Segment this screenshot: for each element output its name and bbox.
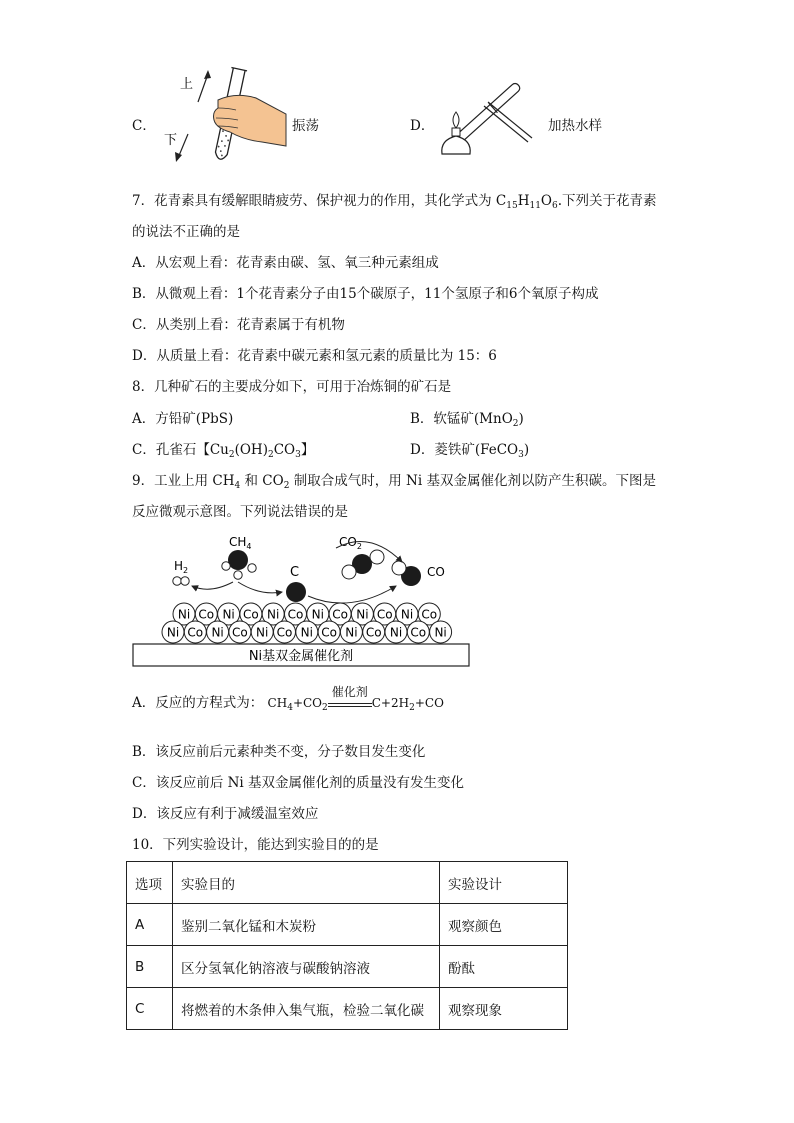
table-header-row	[127, 862, 568, 904]
q8-option-b: B．软锰矿(MnO$_2$)	[410, 411, 524, 429]
q9-option-b: B．该反应前后元素种类不变，分子数目发生变化	[132, 744, 426, 760]
anthocyanin-formula: $C_{15}H_{11}O_6$	[495, 193, 558, 211]
co-atom-label: Co	[276, 625, 293, 640]
header-purpose: 实验目的	[173, 862, 440, 904]
q6-option-c-letter: C．	[132, 118, 156, 134]
q9-option-a: A．反应的方程式为： $CH_4+CO_2$ 催化剂 $C+2H_2+CO$	[132, 684, 444, 713]
co2-oxygen-atom	[342, 565, 356, 579]
co-atom-label: Co	[232, 625, 248, 640]
h2-molecule-atom	[173, 577, 181, 585]
co-atom-label: Co	[187, 625, 204, 640]
table-cell: 将燃着的木条伸入集气瓶，检验二氧化碳	[173, 988, 440, 1030]
arrow-down-label: 下	[164, 133, 178, 148]
co-atom-label: Co	[198, 607, 215, 622]
h2-label: $H_2$	[174, 559, 189, 575]
co-atom-label: Co	[365, 625, 382, 640]
q8-option-a: A．方铅矿(PbS)	[132, 411, 234, 427]
co-atom-label: Co	[243, 607, 259, 622]
reaction-micro-diagram	[130, 526, 472, 670]
table-row	[127, 988, 568, 1030]
test-tube-holder-icon	[484, 106, 528, 142]
arrow-to-co	[308, 586, 396, 603]
ni-atom-label: Ni	[267, 607, 280, 622]
shaking-caption: 振荡	[292, 118, 319, 134]
table-row	[127, 946, 568, 988]
ni-atom-label: Ni	[434, 625, 447, 640]
co-atom-label: Co	[410, 625, 427, 640]
q7-option-b: B．从微观上看：1个花青素分子由15个碳原子，11个氢原子和6个氧原子构成	[132, 286, 599, 302]
table-cell: C	[127, 988, 173, 1030]
ch4-hydrogen-atom	[234, 571, 242, 579]
table-cell: 酚酞	[440, 946, 568, 988]
q7-option-a: A．从宏观上看：花青素由碳、氢、氧三种元素组成	[132, 255, 439, 271]
ni-atom-label: Ni	[222, 607, 235, 622]
q9-stem-line1: 9．工业上用 $CH_4$ 和 $CO_2$ 制取合成气时，用 Ni 基双金属催化剂以防产生积碳。下图是	[132, 473, 656, 491]
co-atom-label: Co	[287, 607, 304, 622]
heating-caption: 加热水样	[548, 118, 602, 134]
table-cell: 观察颜色	[440, 904, 568, 946]
arrow-up-label: 上	[180, 77, 194, 92]
header-option: 选项	[127, 862, 173, 904]
q9-option-c: C．该反应前后 Ni 基双金属催化剂的质量没有发生变化	[132, 775, 465, 791]
table-cell: A	[127, 904, 173, 946]
h2-molecule-atom	[181, 577, 189, 585]
ni-atom-label: Ni	[256, 625, 269, 640]
ni-atom-label: Ni	[166, 625, 180, 640]
q8-stem: 8．几种矿石的主要成分如下，可用于冶炼铜的矿石是	[132, 379, 452, 395]
co-label: CO	[427, 565, 445, 579]
catalyst-label: Ni基双金属催化剂	[248, 649, 354, 664]
ni-atom-label: Ni	[311, 607, 324, 622]
q7-option-c: C．从类别上看：花青素属于有机物	[132, 317, 345, 333]
header-design: 实验设计	[440, 862, 568, 904]
table-cell: B	[127, 946, 173, 988]
co2-oxygen-atom	[370, 550, 384, 564]
q7-option-d: D．从质量上看：花青素中碳元素和氢元素的质量比为 15：6	[132, 348, 497, 364]
q7-stem-line1: 7．花青素具有缓解眼睛疲劳、保护视力的作用，其化学式为 $C_{15}H_{11}O_6$.下列关于花青素	[132, 193, 657, 211]
ch4-hydrogen-atom	[248, 564, 256, 572]
catalyst-condition: 催化剂	[328, 701, 372, 707]
co-atom-label: Co	[332, 607, 348, 622]
co-atom-label: Co	[421, 607, 438, 622]
q7-stem-line2: 的说法不正确的是	[132, 224, 240, 240]
table-cell: 区分氢氧化钠溶液与碳酸钠溶液	[173, 946, 440, 988]
table-row	[127, 904, 568, 946]
carbon-atom	[286, 582, 306, 602]
ch4-carbon-atom	[228, 550, 248, 570]
table-cell: 鉴别二氧化锰和木炭粉	[173, 904, 440, 946]
ni-atom-label: Ni	[300, 625, 313, 640]
table-cell: 观察现象	[440, 988, 568, 1030]
c-label: C	[290, 565, 300, 580]
q10-stem: 10．下列实验设计，能达到实验目的的是	[132, 837, 379, 853]
ni-atom-label: Ni	[400, 607, 414, 622]
shaking-test-tube-figure	[158, 62, 298, 174]
q9-stem-line2: 反应微观示意图。下列说法错误的是	[132, 504, 348, 520]
co-atom-label: Co	[376, 607, 393, 622]
ch4-label: $CH_4$	[229, 535, 252, 551]
reaction-equation: $CH_4+CO_2$ 催化剂 $C+2H_2+CO$	[267, 684, 444, 713]
co2-label: $CO_2$	[339, 535, 362, 551]
ni-atom-label: Ni	[345, 625, 358, 640]
ni-atom-label: Ni	[389, 625, 403, 640]
q9-option-d: D．该反应有利于减缓温室效应	[132, 806, 319, 822]
ni-atom-label: Ni	[211, 625, 224, 640]
q8-option-d: D．菱铁矿(FeCO$_3$)	[410, 442, 530, 460]
arrow-to-carbon	[238, 582, 282, 593]
ni-atom-label: Ni	[356, 607, 369, 622]
q8-option-c: C．孔雀石【$Cu_2(OH)_2CO_3$】	[132, 442, 315, 460]
q6-option-d-letter: D．	[410, 118, 435, 134]
ch4-hydrogen-atom	[222, 562, 230, 570]
co-oxygen-atom	[392, 561, 406, 575]
experiment-table	[126, 861, 568, 1030]
ni-atom-label: Ni	[177, 607, 191, 622]
heating-water-figure	[436, 70, 540, 164]
arrow-to-h2	[192, 582, 233, 589]
co-atom-label: Co	[321, 625, 337, 640]
